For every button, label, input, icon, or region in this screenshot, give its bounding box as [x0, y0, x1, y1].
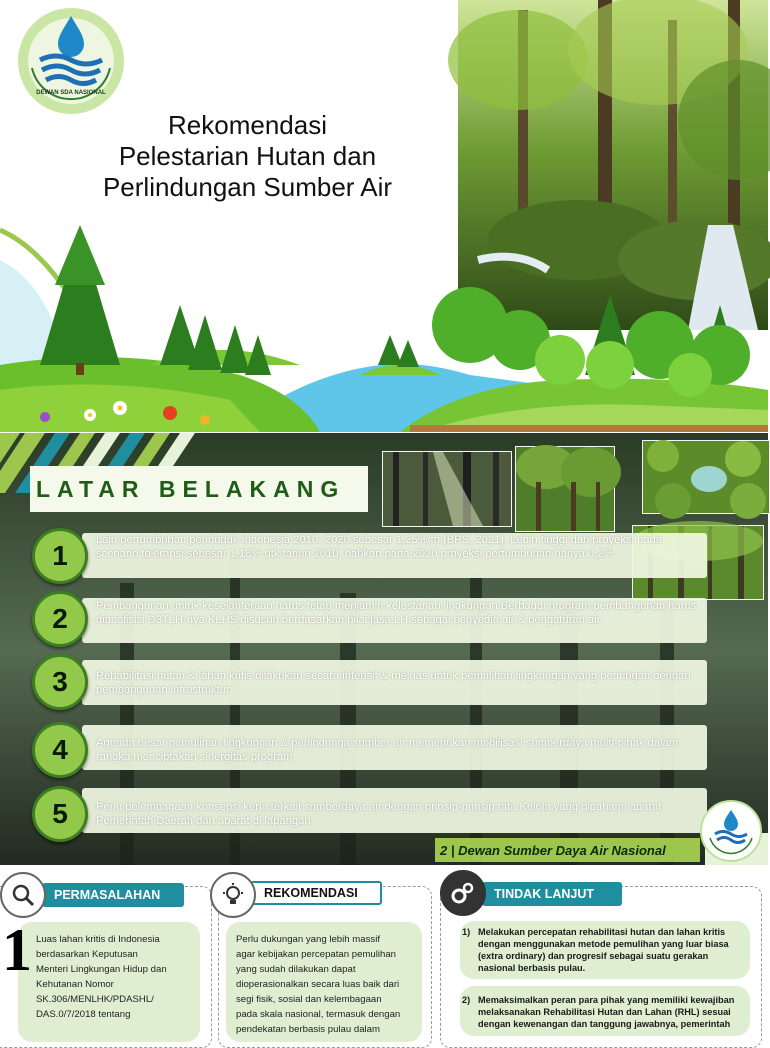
tindak-item-1-line-2: dengan menggunakan metode pemulihan yang luar biasa — [478, 939, 729, 949]
lightbulb-icon — [210, 872, 256, 918]
gears-icon — [440, 870, 486, 916]
title-line-1: Rekomendasi — [168, 110, 327, 140]
footer-logo — [700, 800, 762, 862]
tindak-item-2-line-2: melaksanakan Rehabilitasi Hutan dan Lahan (RHL) sesuai — [478, 1007, 731, 1017]
latar-heading: LATAR BELAKANG — [36, 476, 346, 502]
rekomendasi-line-7: pendekatan berbasis pulau dalam — [236, 1024, 381, 1035]
dewan-sda-logo — [18, 8, 124, 114]
aerial-forest-photo — [642, 440, 770, 514]
cover-slide — [0, 0, 768, 432]
water-drop-icon — [702, 802, 760, 860]
list-item-text-1: Laju pertumbuhan penduduk Indonesia 2010- 2020 sebesar 1,25%/th (BPS, 2021). Lebih tinggi dari proyeksi pada scenario toleransi sebesar 1,18% utk tahun 2010, bahkan pada 2020 proyeksi pertumbuhan hanya 0,2% — [96, 534, 662, 560]
list-item-number-4: 4 — [32, 722, 88, 778]
tindak-item-2-line-1: Memaksimalkan peran para pihak yang memiliki kewajiban — [478, 995, 735, 1005]
rekomendasi-line-4: dioperasionalkan secara luas baik dari — [236, 979, 400, 990]
rekomendasi-line-1: Perlu dukungan yang lebih massif — [236, 934, 380, 945]
permasalahan-line-5: SK.306/MENLHK/PDASHL/ — [36, 994, 154, 1005]
rekomendasi-line-2: agar kebijakan percepatan pemulihan — [236, 949, 397, 960]
tall-trees-photo — [515, 446, 615, 532]
logo-text: DEWAN SDA NASIONAL — [36, 90, 106, 96]
search-icon — [0, 872, 46, 918]
permasalahan-line-3: Menteri Lingkungan Hidup dan — [36, 964, 167, 975]
permasalahan-line-1: Luas lahan kritis di Indonesia — [36, 934, 160, 945]
list-item-text-4: Agenda besar pemulihan lingkungan & perlindunga sumber air memerlukan mobilisasi sumberdaya multi-pihak dalam rangka menciptakan sinergitas program — [96, 737, 679, 763]
list-item-number-5: 5 — [32, 786, 88, 842]
tindak-lanjut-tag: TINDAK LANJUT — [482, 882, 622, 906]
page-footer: 2 | Dewan Sumber Daya Air Nasional — [440, 843, 666, 858]
list-item-number-1: 1 — [32, 528, 88, 584]
list-item-text-3: Rehabilitasi hutan & lahan kritis dilakukan secara intensif & meluas untuk pemulihan lingkungan yang beriringan dengan pembangunan infrastruktur — [96, 670, 691, 696]
tindak-item-2-number: 2) — [462, 995, 471, 1005]
rekomendasi-tag: REKOMENDASI — [250, 881, 382, 905]
permasalahan-tag: PERMASALAHAN — [42, 883, 184, 907]
water-drop-icon — [18, 8, 124, 114]
title-line-3: Perlindungan Sumber Air — [102, 172, 393, 202]
tindak-item-2-line-3: dengan kewenangan dan tanggung jawabnya, pemerintah — [478, 1019, 731, 1029]
list-item-number-3: 3 — [32, 654, 88, 710]
permasalahan-line-6: DAS.0/7/2018 tentang — [36, 1009, 131, 1020]
list-item-number-2: 2 — [32, 591, 88, 647]
list-item-text-2: Pembangunan untuk kesejahteraan harus tetap menjamin kelestarian lingkungan Berbagai program pembangunan harus dianalisisi D3TLH-nya KLHS disusun berdasarkan nilai jasa LH sebagai penyedia air & pengaturan air — [96, 600, 697, 626]
permasalahan-line-4: Kehutanan Nomor — [36, 979, 114, 990]
landscape-illustration — [0, 225, 768, 432]
tindak-item-1-line-1: Melakukan percepatan rehabilitasi hutan dan lahan kritis — [478, 927, 726, 937]
rekomendasi-line-3: yang sudah dilakukan dapat — [236, 964, 356, 975]
tindak-item-1-line-4: nasional berbasis pulau. — [478, 963, 586, 973]
third-slide — [0, 866, 768, 1035]
rekomendasi-line-6: pada skala nasional, termasuk dengan — [236, 1009, 401, 1020]
rekomendasi-line-5: segi fisik, sosial dan kelembagaan — [236, 994, 382, 1005]
permasalahan-line-2: berdasarkan Keputusan — [36, 949, 138, 960]
list-item-text-5: Perlu pelembagaan konsepsi kerja terkait sumberdaya air dengan prinsip-prinsip tata Kelola yang dipahami aparat Pemerintah Daerah dan aparat di lapangan — [96, 801, 662, 827]
permasalahan-number: 1 — [2, 917, 32, 983]
title-line-2: Pelestarian Hutan dan — [118, 141, 377, 171]
tindak-item-1-line-3: (extra ordinary) dan progresif sebagai suatu gerakan — [478, 951, 709, 961]
forest-sunlight-photo — [382, 451, 512, 527]
tindak-item-1-number: 1) — [462, 927, 471, 937]
